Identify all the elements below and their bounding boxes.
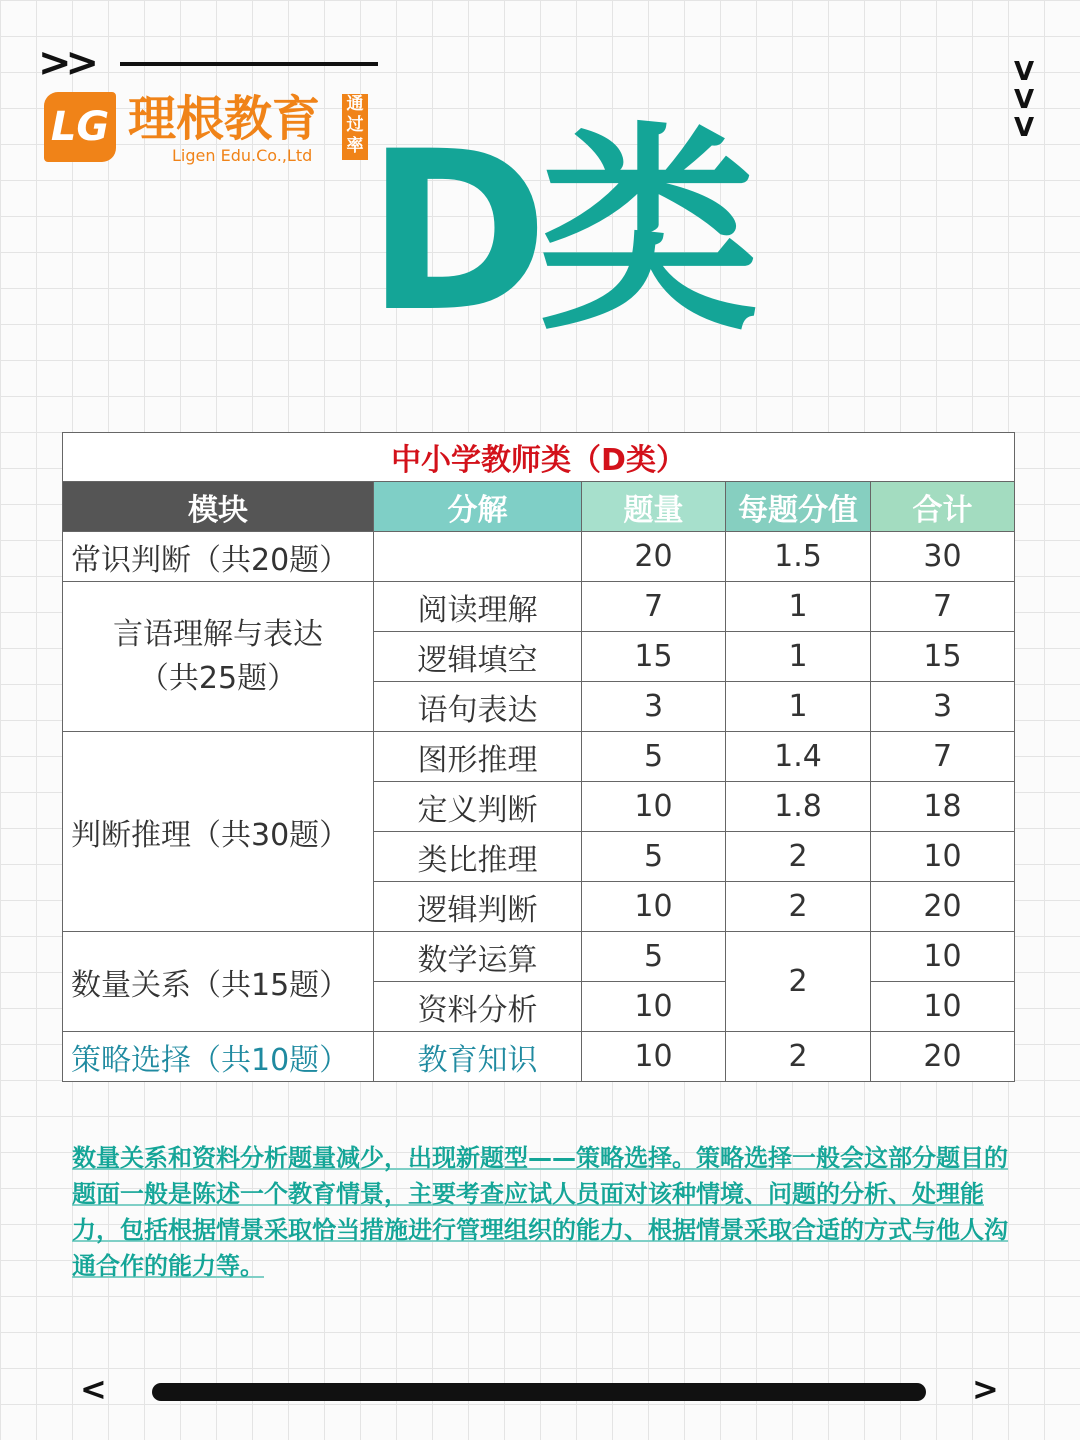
- triple-chevron-down-icon: V V V: [1013, 57, 1035, 143]
- header-breakdown: 分解: [374, 482, 582, 532]
- module-cell: 常识判断（共20题）: [63, 532, 374, 582]
- logo-tag: [342, 94, 368, 160]
- table-row: [63, 582, 1015, 632]
- module-cell: 策略选择（共10题）: [63, 1032, 374, 1082]
- quantity-cell: 20: [582, 532, 726, 582]
- points-cell: 1: [726, 632, 871, 682]
- total-cell: 30: [871, 532, 1015, 582]
- page-progress-bar[interactable]: [152, 1383, 926, 1401]
- logo-mark: LG: [44, 92, 116, 162]
- page-title: D类: [366, 104, 749, 360]
- header-quantity: 题量: [582, 482, 726, 532]
- table-row: [63, 932, 1015, 982]
- quantity-cell: 3: [582, 682, 726, 732]
- total-cell: 7: [871, 732, 1015, 782]
- breakdown-cell: 逻辑判断: [374, 882, 582, 932]
- points-cell: 2: [726, 882, 871, 932]
- quantity-cell: 10: [582, 882, 726, 932]
- total-cell: 7: [871, 582, 1015, 632]
- total-cell: 3: [871, 682, 1015, 732]
- quantity-cell: 5: [582, 932, 726, 982]
- table-row: [63, 1032, 1015, 1082]
- quantity-cell: 5: [582, 732, 726, 782]
- breakdown-cell: 数学运算: [374, 932, 582, 982]
- prev-page-icon[interactable]: <: [80, 1370, 107, 1408]
- double-chevron-right-icon: >>: [38, 40, 94, 86]
- quantity-cell: 10: [582, 982, 726, 1032]
- header-module: 模块: [63, 482, 374, 532]
- total-cell: 10: [871, 832, 1015, 882]
- total-cell: 10: [871, 932, 1015, 982]
- breakdown-cell: 图形推理: [374, 732, 582, 782]
- breakdown-cell: 定义判断: [374, 782, 582, 832]
- breakdown-cell: 资料分析: [374, 982, 582, 1032]
- points-cell: 1.4: [726, 732, 871, 782]
- points-cell: 1.5: [726, 532, 871, 582]
- logo-name-en: Ligen Edu.Co.,Ltd: [172, 146, 313, 165]
- table-row: [63, 732, 1015, 782]
- points-cell: 1.8: [726, 782, 871, 832]
- table-caption-row: [63, 433, 1015, 482]
- points-cell: 2: [726, 932, 871, 1032]
- module-cell: 判断推理（共30题）: [63, 732, 374, 932]
- points-cell: 1: [726, 582, 871, 632]
- total-cell: 18: [871, 782, 1015, 832]
- module-label: 言语理解与表达（共25题）: [113, 616, 323, 696]
- module-cell: [63, 582, 374, 732]
- explanatory-note: [72, 1140, 1012, 1284]
- next-page-icon[interactable]: >: [972, 1370, 999, 1408]
- table-row: [63, 532, 1015, 582]
- total-cell: 10: [871, 982, 1015, 1032]
- quantity-cell: 10: [582, 1032, 726, 1082]
- breakdown-cell: 教育知识: [374, 1032, 582, 1082]
- header-total: 合计: [871, 482, 1015, 532]
- logo-name-cn: 理根教育: [128, 91, 321, 147]
- table-caption: 中小学教师类（D类）: [63, 433, 1015, 482]
- exam-structure-table: [62, 432, 1015, 1082]
- breakdown-cell: 阅读理解: [374, 582, 582, 632]
- header-divider: [120, 62, 378, 66]
- quantity-cell: 10: [582, 782, 726, 832]
- quantity-cell: 15: [582, 632, 726, 682]
- points-cell: 2: [726, 832, 871, 882]
- header-points-per-question: 每题分值: [726, 482, 871, 532]
- module-cell: 数量关系（共15题）: [63, 932, 374, 1032]
- breakdown-cell: 逻辑填空: [374, 632, 582, 682]
- breakdown-cell: [374, 532, 582, 582]
- note-text: 数量关系和资料分析题量减少，出现新题型——策略选择。策略选择一般会这部分题目的题面一般是陈述一个教育情景，主要考查应试人员面对该种情境、问题的分析、处理能力，包括根据情景采取恰当措施进行管理组织的能力、根据情景采取合适的方式与他人沟通合作的能力等。: [72, 1144, 1008, 1280]
- total-cell: 20: [871, 1032, 1015, 1082]
- logo-tag-text: 通过率: [346, 94, 364, 156]
- total-cell: 15: [871, 632, 1015, 682]
- breakdown-cell: 类比推理: [374, 832, 582, 882]
- points-cell: 2: [726, 1032, 871, 1082]
- quantity-cell: 5: [582, 832, 726, 882]
- breakdown-cell: 语句表达: [374, 682, 582, 732]
- total-cell: 20: [871, 882, 1015, 932]
- points-cell: 1: [726, 682, 871, 732]
- quantity-cell: 7: [582, 582, 726, 632]
- table-header-row: [63, 482, 1015, 532]
